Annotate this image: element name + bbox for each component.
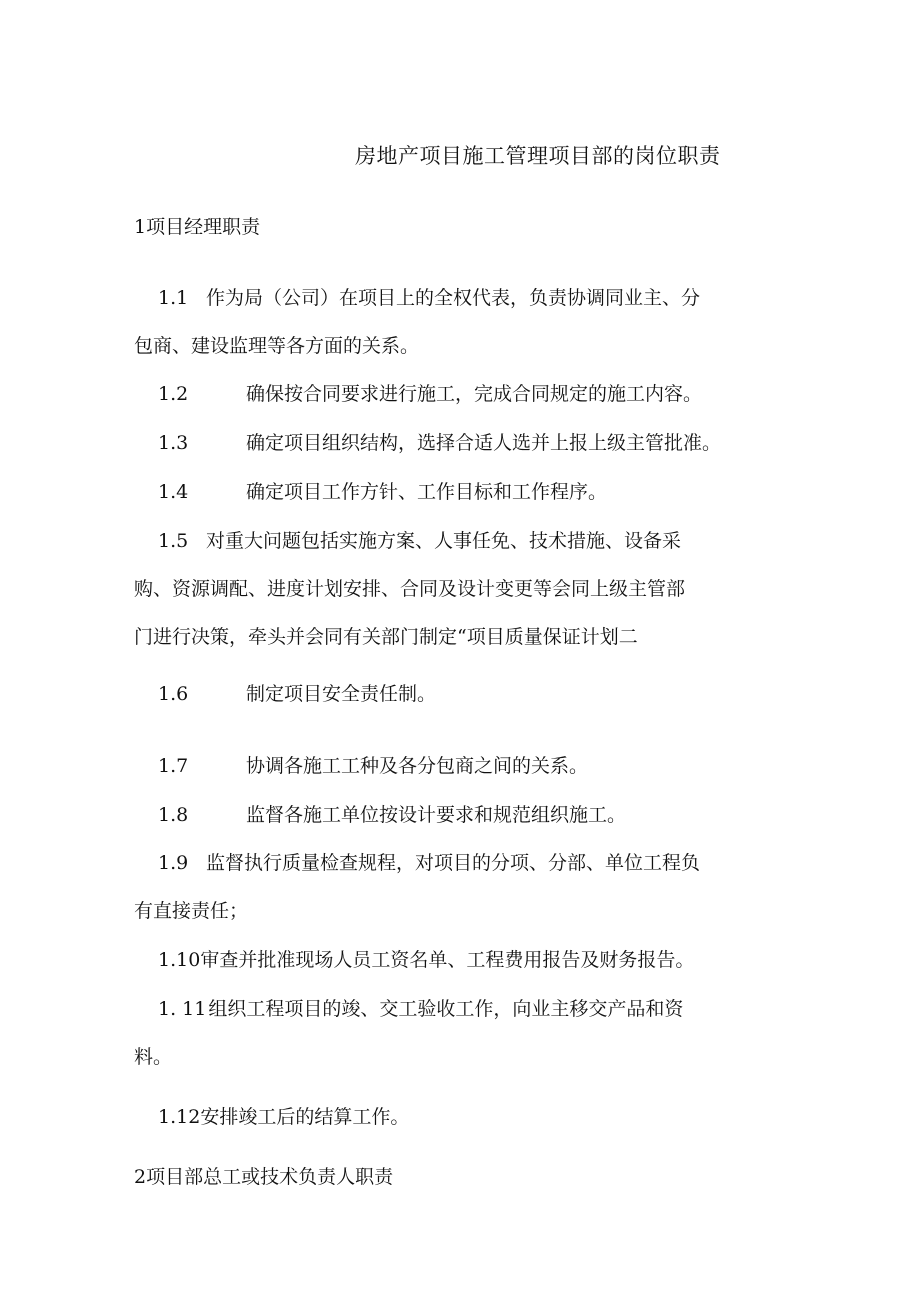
item-line: 包商、建设监理等各方面的关系。 [134, 335, 420, 357]
item-line [134, 1093, 774, 1141]
list-item-1-4 [134, 468, 774, 516]
item-line [134, 839, 774, 887]
item-number: 1.1 [158, 287, 189, 309]
item-line: 门进行决策，牵头并会同有关部门制定“项目质量保证计划二 [134, 626, 638, 648]
item-line [134, 468, 774, 516]
item-line [134, 274, 774, 322]
item-line [134, 670, 774, 718]
item-line [134, 517, 774, 565]
list-item-1-10 [134, 936, 774, 984]
item-number: 1.4 [158, 481, 189, 503]
item-text: 确保按合同要求进行施工，完成合同规定的施工内容。 [246, 383, 703, 405]
item-number: 1.9 [158, 852, 189, 874]
item-text: 制定项目安全责任制。 [246, 683, 437, 705]
item-number: 1.7 [158, 755, 189, 777]
item-number: 1.10 [158, 949, 201, 971]
item-line [134, 791, 774, 839]
item-line: 有直接责任； [134, 900, 249, 922]
list-item-1-11 [134, 985, 774, 1081]
item-line [134, 985, 774, 1033]
list-item-1-3 [134, 419, 774, 467]
list-item-1-7 [134, 742, 774, 790]
item-number: 1.12 [158, 1106, 201, 1128]
list-item-1-6 [134, 670, 774, 718]
page-title: 房地产项目施工管理项目部的岗位职责 [355, 144, 721, 168]
item-text: 组织工程项目的竣、交工验收工作，向业主移交产品和资 [208, 998, 684, 1020]
item-text: 确定项目组织结构，选择合适人选并上报上级主管批准。 [246, 432, 722, 454]
item-line [134, 936, 774, 984]
item-line: 购、资源调配、进度计划安排、合同及设计变更等会同上级主管部 [134, 578, 686, 600]
section-heading-2: 2项目部总工或技术负责人职责 [134, 1166, 394, 1188]
item-number: 1.5 [158, 530, 189, 552]
list-item-1-12 [134, 1093, 774, 1141]
item-text: 安排竣工后的结算工作。 [200, 1106, 410, 1128]
item-line [134, 742, 774, 790]
item-line [134, 419, 774, 467]
item-text: 监督各施工单位按设计要求和规范组织施工。 [246, 804, 627, 826]
item-line [134, 370, 774, 418]
list-item-1-8 [134, 791, 774, 839]
item-text: 作为局（公司）在项目上的全权代表，负责协调同业主、分 [206, 287, 701, 309]
item-text: 审查并批准现场人员工资名单、工程费用报告及财务报告。 [200, 949, 695, 971]
item-text: 协调各施工工种及各分包商之间的关系。 [246, 755, 589, 777]
item-text: 对重大问题包括实施方案、人事任免、技术措施、设备采 [206, 530, 682, 552]
item-number: 1.6 [158, 683, 189, 705]
item-text: 监督执行质量检查规程，对项目的分项、分部、单位工程负 [206, 852, 701, 874]
item-text: 确定项目工作方针、工作目标和工作程序。 [246, 481, 608, 503]
item-line: 料。 [134, 1046, 173, 1068]
item-number: 1.3 [158, 432, 189, 454]
item-number: 1.8 [158, 804, 189, 826]
list-item-1-9 [134, 839, 774, 935]
list-item-1-1 [134, 274, 774, 370]
list-item-1-2 [134, 370, 774, 418]
section-heading-1: 1项目经理职责 [134, 216, 261, 238]
item-number: 1.2 [158, 383, 189, 405]
item-number: 1. 11 [158, 998, 207, 1020]
list-item-1-5 [134, 517, 774, 661]
